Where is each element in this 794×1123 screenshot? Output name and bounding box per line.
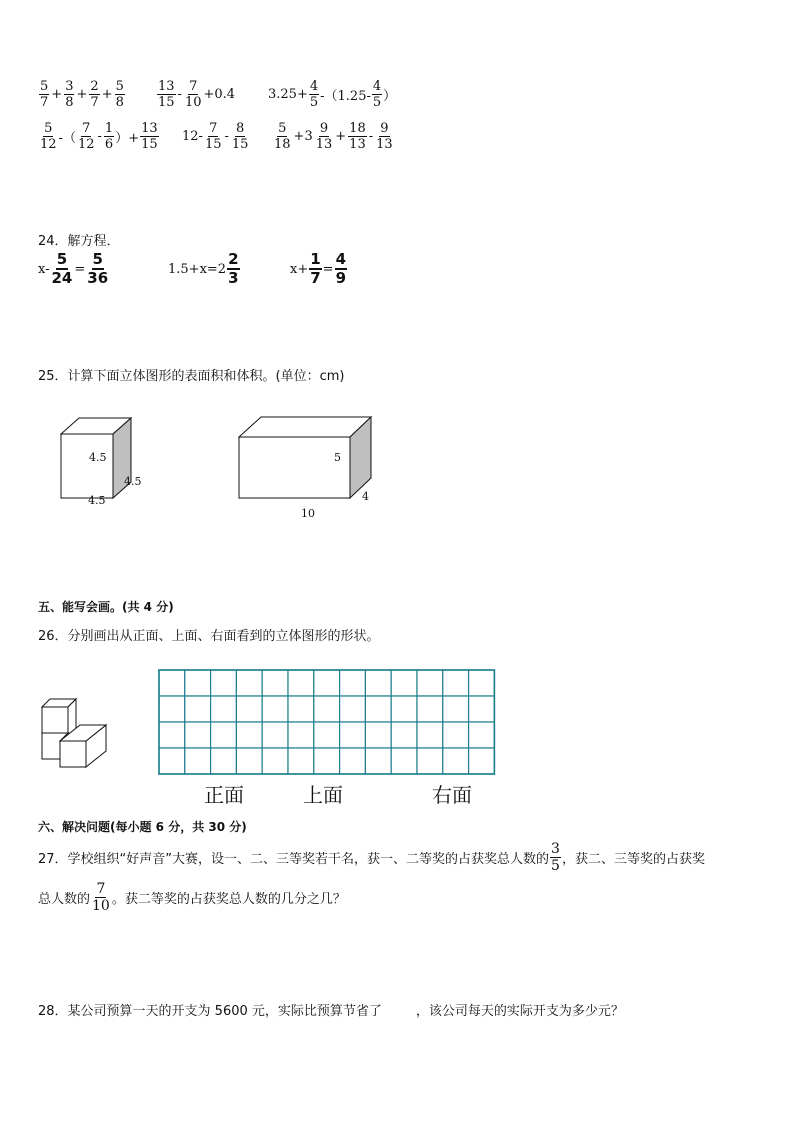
expr-6: 5 18 +3 9 13 + $\frac{18}{13}$ - 9 13 (274, 121, 393, 152)
expr-1: 5 7 + $\frac{3}{8}$ + $\frac{2}{7}$ + $\frac{5}{8}$ (40, 79, 124, 110)
cube-front-face (42, 707, 68, 733)
expr-5: 12- 7 15 - 8 15 (182, 121, 249, 152)
fraction: 5 7 (40, 79, 49, 110)
cube-front-face (60, 741, 86, 767)
grid-cell[interactable] (211, 748, 237, 774)
grid-cell[interactable] (159, 670, 185, 696)
grid-cell[interactable] (288, 722, 314, 748)
cube-front-face (61, 434, 113, 498)
grid-cell[interactable] (417, 722, 443, 748)
cube-side-label: 4.5 (124, 475, 142, 488)
question-28: 28．某公司预算一天的开支为 5600 元，实际比预算节省了 ，该公司每天的实际开支为多少元？ (38, 1004, 624, 1019)
grid-cell[interactable] (211, 722, 237, 748)
grid-cell[interactable] (262, 696, 288, 722)
equation-3: x+ $\frac{1}{7}$ = $\frac{4}{9}$ (290, 250, 347, 287)
question-26-title: 26．分别画出从正面、上面、右面看到的立体图形的形状。 (38, 629, 380, 644)
grid-cell[interactable] (314, 722, 340, 748)
fraction: 9 13 (315, 121, 333, 152)
fraction: $\frac{18}{13}$ (349, 121, 366, 152)
grid-cell[interactable] (159, 748, 185, 774)
fraction: $\frac{4}{5}$ (309, 79, 319, 110)
fraction: 7 15 (204, 121, 222, 152)
grid-cell[interactable] (159, 722, 185, 748)
fraction: 9 13 (376, 121, 393, 152)
label-top-view: 上面 (303, 783, 343, 807)
grid-cell[interactable] (391, 722, 417, 748)
grid-cell[interactable] (314, 696, 340, 722)
grid-cell[interactable] (443, 748, 469, 774)
equation-2: 1.5+x=2 2 3 (168, 250, 239, 287)
grid-cell[interactable] (391, 748, 417, 774)
cuboid-length-label: 10 (301, 507, 315, 520)
grid-cell[interactable] (314, 748, 340, 774)
grid-cell[interactable] (340, 748, 366, 774)
fraction: $\frac{2}{7}$ (90, 79, 99, 110)
grid-cell[interactable] (443, 670, 469, 696)
fraction: 7 10 (92, 881, 110, 914)
equation-1: x- $\frac{5}{24}$ = $\frac{5}{36}$ (38, 250, 109, 287)
cuboid-front-face (239, 437, 350, 498)
cube-bottom-label: 4.5 (88, 494, 106, 507)
grid-cell[interactable] (288, 696, 314, 722)
grid-cell[interactable] (236, 696, 262, 722)
question-25-title: 25．计算下面立体图形的表面积和体积。(单位：cm) (38, 369, 345, 384)
fraction: $\frac{5}{36}$ (87, 250, 109, 287)
label-front-view: 正面 (204, 783, 244, 807)
grid-cell[interactable] (262, 670, 288, 696)
grid-cell[interactable] (365, 748, 391, 774)
section-5-title: 五、能写会画。(共 4 分) (38, 600, 174, 614)
grid-cell[interactable] (391, 670, 417, 696)
grid-cell[interactable] (236, 722, 262, 748)
grid-cell[interactable] (365, 670, 391, 696)
grid-cell[interactable] (211, 696, 237, 722)
fraction: 13 15 (158, 79, 175, 110)
grid-cell[interactable] (443, 696, 469, 722)
fraction: 8 15 (231, 121, 249, 152)
fraction: $\frac{1}{7}$ (310, 250, 321, 287)
grid-cell[interactable] (185, 748, 211, 774)
drawing-grid[interactable] (158, 669, 496, 777)
label-right-view: 右面 (432, 783, 472, 807)
grid-cell[interactable] (469, 722, 495, 748)
question-27-line-2: 总人数的 7 10 。获二等奖的占获奖总人数的几分之几？ (38, 881, 346, 914)
question-27-line-1: 27．学校组织“好声音”大赛，设一、二、三等奖若干名，获一、二等奖的占获奖总人数的 3 5 ，获二、三等奖的占获奖 (38, 841, 705, 874)
grid-cell[interactable] (236, 748, 262, 774)
grid-cell[interactable] (443, 722, 469, 748)
grid-cell[interactable] (185, 670, 211, 696)
cuboid-figure (234, 410, 379, 505)
fraction: $\frac{3}{8}$ (65, 79, 74, 110)
grid-cell[interactable] (262, 722, 288, 748)
grid-cell[interactable] (185, 696, 211, 722)
grid-cell[interactable] (365, 722, 391, 748)
grid-cell[interactable] (417, 670, 443, 696)
fraction: $\frac{13}{15}$ (141, 121, 158, 152)
fraction: $\frac{5}{8}$ (115, 79, 124, 110)
grid-cell[interactable] (236, 670, 262, 696)
grid-cell[interactable] (469, 748, 495, 774)
grid-cell[interactable] (211, 670, 237, 696)
grid-cell[interactable] (469, 696, 495, 722)
cuboid-depth-label: 4 (362, 490, 369, 503)
cube-front-label: 4.5 (89, 451, 107, 464)
fraction: 7 10 (184, 79, 202, 110)
grid-cell[interactable] (340, 670, 366, 696)
fraction: $\frac{4}{9}$ (335, 250, 347, 287)
stacked-cubes-figure (38, 695, 110, 775)
grid-cell[interactable] (185, 722, 211, 748)
grid-cell[interactable] (469, 670, 495, 696)
expr-4: 5 12 -（ 7 12 - 1 6 ）+ $\frac{13}{15}$ (40, 121, 158, 152)
grid-cell[interactable] (340, 722, 366, 748)
grid-cell[interactable] (391, 696, 417, 722)
expr-3: 3.25+ $\frac{4}{5}$ -（1.25- 4 5 ） (268, 79, 397, 110)
fraction: 1 6 (104, 121, 114, 152)
grid-cell[interactable] (417, 696, 443, 722)
fraction: 4 5 (372, 79, 382, 110)
cuboid-top-face (239, 417, 371, 437)
grid-cell[interactable] (365, 696, 391, 722)
grid-cell[interactable] (262, 748, 288, 774)
fraction: 7 12 (77, 121, 95, 152)
fraction: 5 12 (40, 121, 57, 152)
grid-cell[interactable] (314, 670, 340, 696)
grid-cell[interactable] (417, 748, 443, 774)
section-6-title: 六、解决问题(每小题 6 分，共 30 分) (38, 820, 247, 834)
cuboid-height-label: 5 (334, 451, 341, 464)
fraction: 3 5 (551, 841, 560, 874)
fraction: 2 3 (228, 250, 239, 287)
fraction: 5 18 (274, 121, 291, 152)
expr-2: 13 15 - 7 10 +0.4 (158, 79, 236, 110)
fraction: $\frac{5}{24}$ (51, 250, 73, 287)
question-24-title: 24．解方程． (38, 234, 120, 249)
grid-cell[interactable] (340, 696, 366, 722)
grid-cell[interactable] (159, 696, 185, 722)
grid-cell[interactable] (288, 748, 314, 774)
grid-cell[interactable] (288, 670, 314, 696)
